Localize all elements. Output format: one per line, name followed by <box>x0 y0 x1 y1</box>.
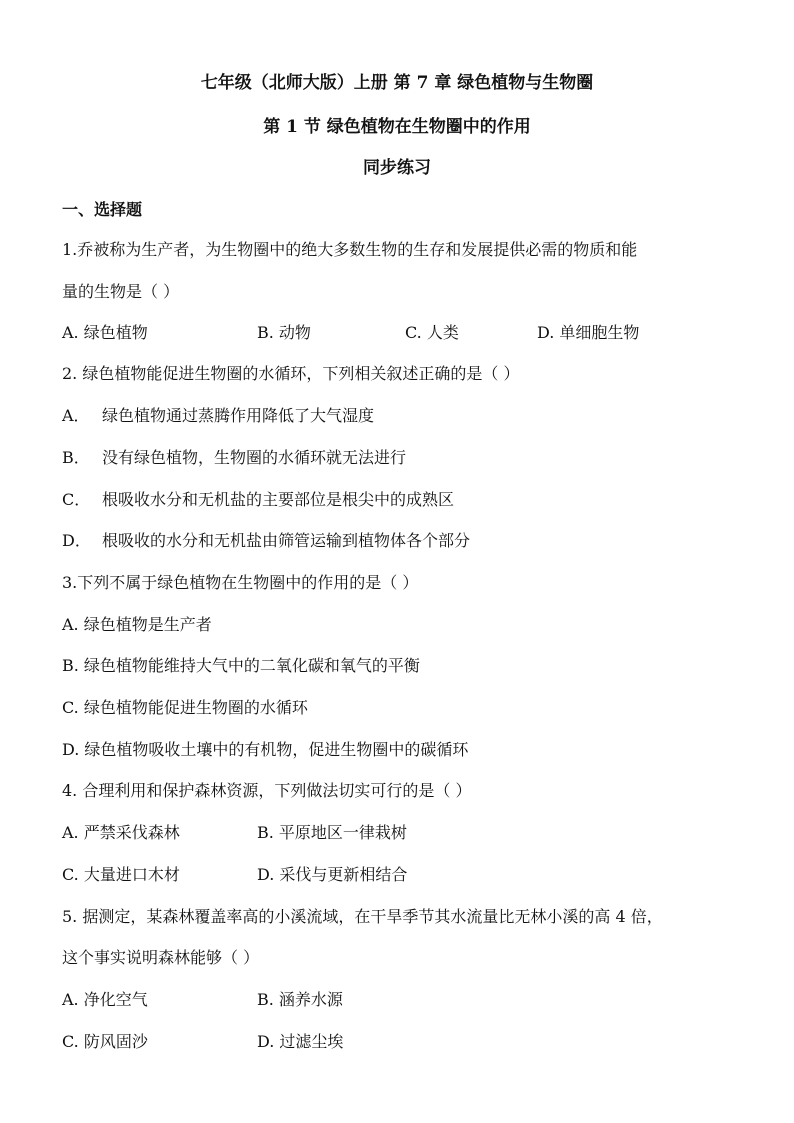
question-3-option-c: C. 绿色植物能促进生物圈的水循环 <box>62 698 308 717</box>
question-1-option-b: B. 动物 <box>257 323 311 342</box>
question-2-option-b <box>62 447 406 469</box>
question-4-option-b: B. 平原地区一律栽树 <box>257 823 407 842</box>
option-label: C． <box>62 490 91 509</box>
option-label: D． <box>62 531 91 550</box>
question-4-option-a: A. 严禁采伐森林 <box>62 823 180 842</box>
question-4-option-c: C. 大量进口木材 <box>62 865 180 884</box>
question-1-option-a: A. 绿色植物 <box>62 323 148 342</box>
option-text: 根吸收水分和无机盐的主要部位是根尖中的成熟区 <box>102 490 455 509</box>
option-label: A． <box>62 406 90 425</box>
question-4-stem: 4. 合理利用和保护森林资源，下列做法切实可行的是（ ） <box>62 781 472 800</box>
question-1-option-c: C. 人类 <box>405 323 459 342</box>
question-2-option-d <box>62 530 470 552</box>
question-1-stem-line2: 量的生物是（ ） <box>62 282 180 301</box>
question-1-stem-line1: 1.乔被称为生产者，为生物圈中的绝大多数生物的生存和发展提供必需的物质和能 <box>62 240 638 259</box>
question-5-option-b: B. 涵养水源 <box>257 990 343 1009</box>
question-3-option-a: A. 绿色植物是生产者 <box>62 615 212 634</box>
document-title-line3: 同步练习 <box>363 158 431 178</box>
question-3-option-d: D. 绿色植物吸收土壤中的有机物，促进生物圈中的碳循环 <box>62 740 469 759</box>
question-3-option-b: B. 绿色植物能维持大气中的二氧化碳和氧气的平衡 <box>62 656 420 675</box>
question-2-option-c <box>62 489 454 511</box>
document-title-line2: 第 1 节 绿色植物在生物圈中的作用 <box>263 117 531 137</box>
question-5-option-d: D. 过滤尘埃 <box>257 1032 344 1051</box>
question-5-option-c: C. 防风固沙 <box>62 1032 148 1051</box>
question-1-option-d: D. 单细胞生物 <box>537 323 640 342</box>
option-text: 根吸收的水分和无机盐由筛管运输到植物体各个部分 <box>102 531 471 550</box>
question-4-option-d: D. 采伐与更新相结合 <box>257 865 408 884</box>
option-label: B． <box>62 448 90 467</box>
option-text: 绿色植物通过蒸腾作用降低了大气湿度 <box>102 406 375 425</box>
section-title: 一、选择题 <box>62 200 143 219</box>
question-2-option-a <box>62 405 374 427</box>
question-5-option-a: A. 净化空气 <box>62 990 148 1009</box>
question-5-stem-line2: 这个事实说明森林能够（ ） <box>62 948 260 967</box>
question-5-stem-line1: 5. 据测定，某森林覆盖率高的小溪流域，在干旱季节其水流量比无林小溪的高 4 倍， <box>62 907 663 926</box>
question-3-stem: 3.下列不属于绿色植物在生物圈中的作用的是（ ） <box>62 573 419 592</box>
option-text: 没有绿色植物，生物圈的水循环就无法进行 <box>102 448 407 467</box>
question-2-stem: 2. 绿色植物能促进生物圈的水循环，下列相关叙述正确的是（ ） <box>62 364 520 383</box>
document-title-line1: 七年级（北师大版）上册 第 7 章 绿色植物与生物圈 <box>200 73 594 93</box>
